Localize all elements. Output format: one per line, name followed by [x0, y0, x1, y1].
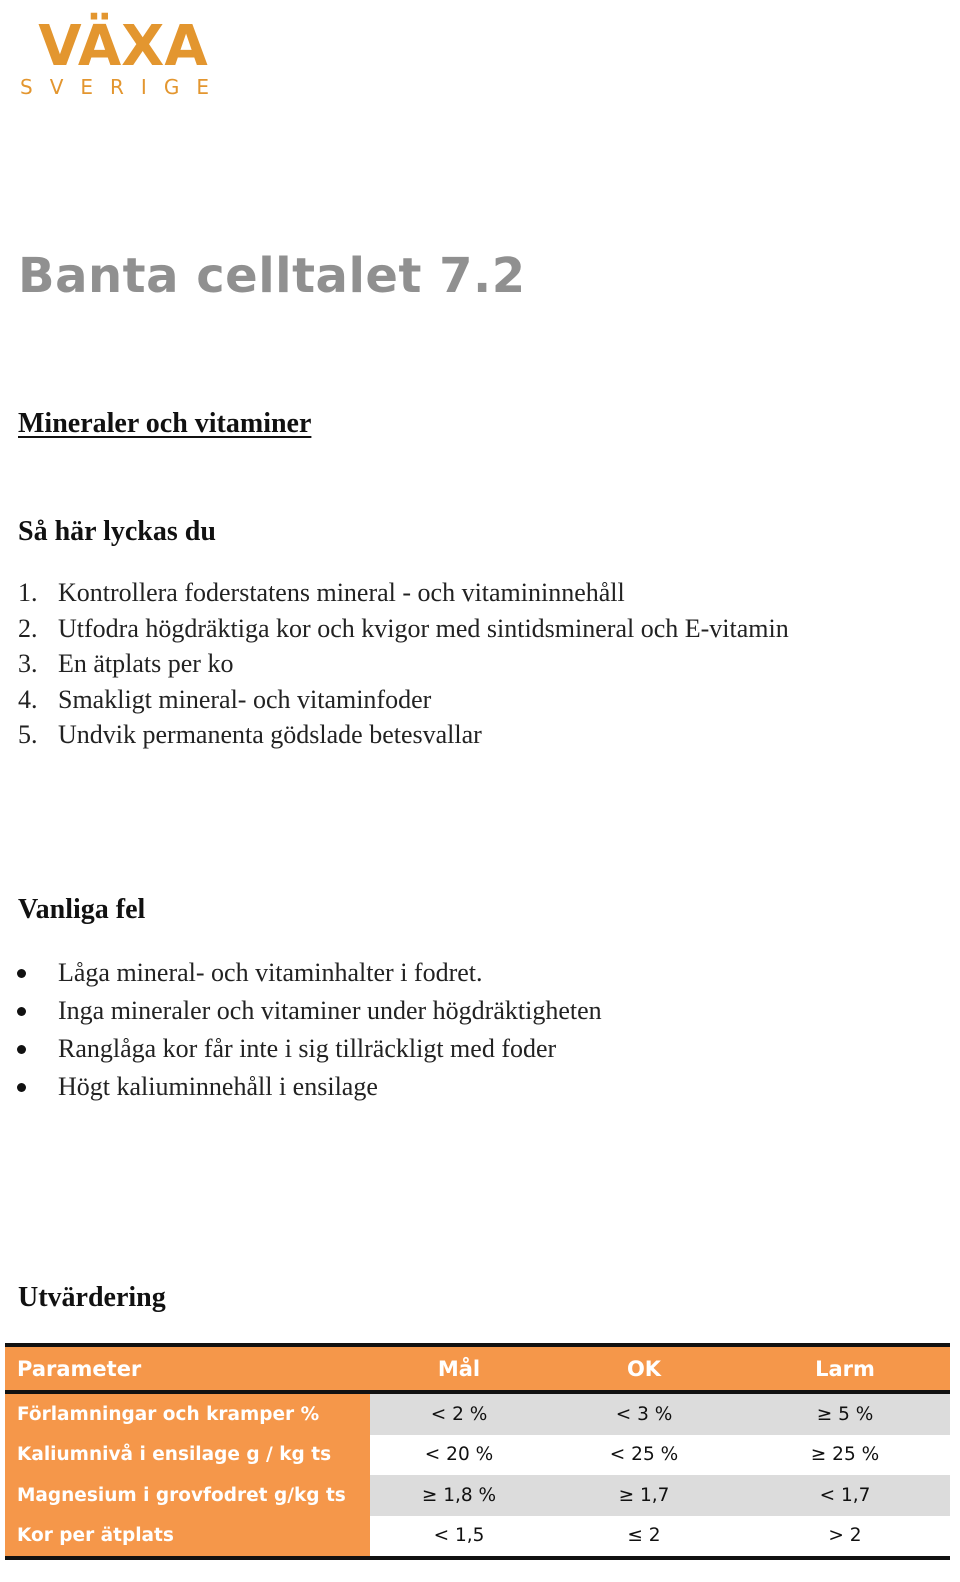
table-header-row [5, 1345, 950, 1392]
item-text: Ranglåga kor får inte i sig tillräckligt med foder [58, 1034, 557, 1063]
target-cell: < 2 % [370, 1392, 548, 1435]
alarm-cell: > 2 [740, 1516, 950, 1559]
list-item [0, 992, 602, 1030]
parameter-cell: Kor per ätplats [5, 1516, 370, 1559]
item-number: 2. [18, 613, 38, 643]
target-cell: ≥ 1,8 % [370, 1475, 548, 1516]
bullet-icon [17, 1083, 26, 1092]
target-cell: < 20 % [370, 1435, 548, 1476]
mistakes-heading: Vanliga fel [18, 894, 146, 925]
item-text: Låga mineral- och vitaminhalter i fodret. [58, 958, 483, 987]
item-text: Undvik permanenta gödslade betesvallar [58, 720, 482, 749]
list-item [0, 1068, 602, 1106]
column-header-parameter: Parameter [5, 1345, 370, 1392]
item-text: Kontrollera foderstatens mineral - och vitamininnehåll [58, 578, 625, 607]
table-row [5, 1475, 950, 1516]
item-text: En ätplats per ko [58, 649, 234, 678]
item-number: 1. [18, 578, 38, 607]
ok-cell: ≤ 2 [548, 1516, 740, 1559]
ok-cell: < 3 % [548, 1392, 740, 1435]
item-number: 5. [18, 720, 38, 749]
success-heading: Så här lyckas du [18, 516, 216, 547]
vaxa-sverige-logo [16, 10, 231, 100]
item-number: 4. [18, 684, 38, 714]
column-header-ok: OK [548, 1345, 740, 1392]
list-item [0, 575, 789, 611]
mistakes-list [0, 954, 602, 1106]
success-steps-list [0, 575, 789, 753]
item-text: Smakligt mineral- och vitaminfoder [58, 684, 432, 714]
bullet-icon [17, 1045, 26, 1054]
item-text: Utfodra högdräktiga kor och kvigor med sintidsmineral och E-vitamin [58, 613, 789, 643]
evaluation-heading: Utvärdering [18, 1282, 166, 1313]
alarm-cell: ≥ 25 % [740, 1435, 950, 1476]
bullet-icon [17, 1007, 26, 1016]
parameter-cell: Kaliumnivå i ensilage g / kg ts [5, 1435, 370, 1476]
parameter-cell: Förlamningar och kramper % [5, 1392, 370, 1435]
document-title: Banta celltalet 7.2 [18, 248, 526, 304]
ok-cell: ≥ 1,7 [548, 1475, 740, 1516]
section-heading-minerals: Mineraler och vitaminer [18, 408, 312, 439]
list-item [0, 954, 602, 992]
list-item [0, 1030, 602, 1068]
list-item [0, 611, 789, 647]
list-item [0, 682, 789, 718]
bullet-icon [17, 969, 26, 978]
item-number: 3. [18, 649, 38, 678]
evaluation-table [5, 1343, 950, 1560]
list-item [0, 717, 789, 753]
table-row [5, 1435, 950, 1476]
column-header-target: Mål [370, 1345, 548, 1392]
alarm-cell: < 1,7 [740, 1475, 950, 1516]
target-cell: < 1,5 [370, 1516, 548, 1559]
parameter-cell: Magnesium i grovfodret g/kg ts [5, 1475, 370, 1516]
logo-wordmark: VÄXA [38, 14, 208, 79]
alarm-cell: ≥ 5 % [740, 1392, 950, 1435]
table-row [5, 1516, 950, 1559]
logo-subtext: SVERIGE [20, 75, 226, 99]
list-item [0, 646, 789, 682]
column-header-alarm: Larm [740, 1345, 950, 1392]
item-text: Inga mineraler och vitaminer under högdräktigheten [58, 996, 602, 1025]
ok-cell: < 25 % [548, 1435, 740, 1476]
item-text: Högt kaliuminnehåll i ensilage [58, 1072, 378, 1101]
table-row [5, 1392, 950, 1435]
logo-graphic [16, 10, 231, 100]
